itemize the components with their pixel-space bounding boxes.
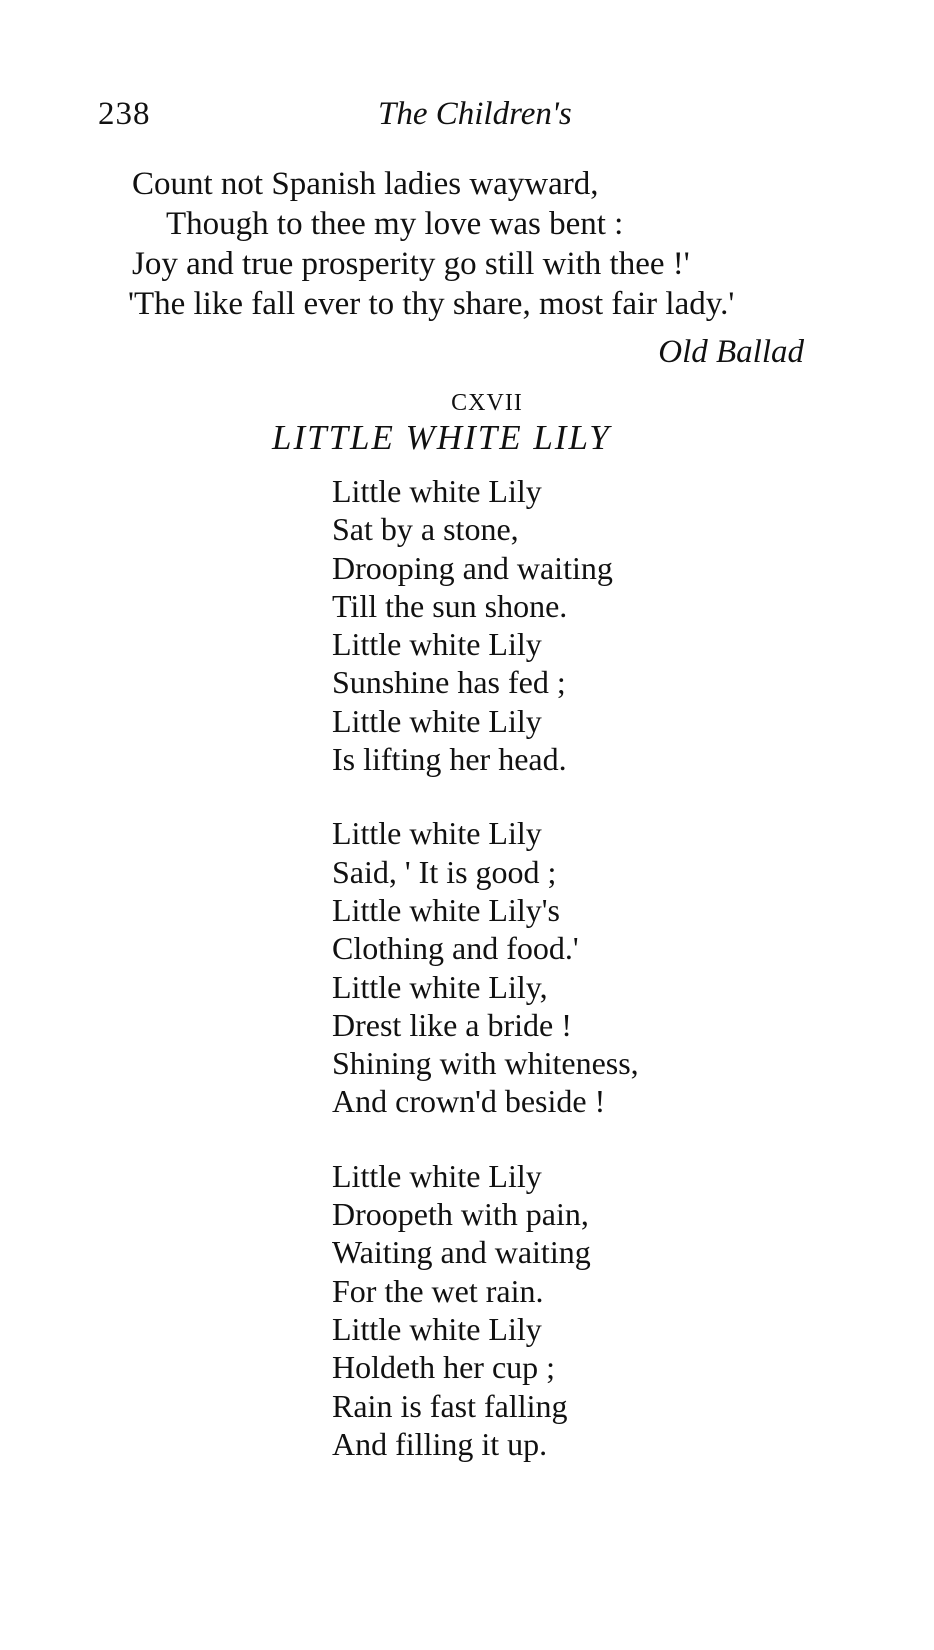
- poem-number: [0, 390, 934, 417]
- poem-line: Sat by a stone,: [332, 511, 519, 548]
- poem-attribution: Old Ballad: [658, 334, 804, 370]
- poem-line: Little white Lily: [332, 815, 542, 852]
- poem-line: Little white Lily: [332, 1310, 542, 1347]
- poem-line: 'The like fall ever to thy share, most fair lady.': [128, 286, 735, 322]
- stanza: [332, 814, 852, 1120]
- poem-line: Said, ' It is good ;: [332, 853, 557, 890]
- poem-line: Drest like a bride !: [332, 1006, 572, 1043]
- poem-line: Holdeth her cup ;: [332, 1349, 556, 1386]
- poem-line: Little white Lily: [332, 1157, 542, 1194]
- poem-number-text: CXVII: [451, 390, 523, 416]
- previous-poem-ending: [128, 164, 852, 324]
- poem-line: Waiting and waiting: [332, 1234, 591, 1271]
- poem-line: For the wet rain.: [332, 1272, 544, 1309]
- poem-line: Rain is fast falling: [332, 1387, 568, 1424]
- poem-body: [332, 472, 852, 1463]
- poem-line: Till the sun shone.: [332, 587, 568, 624]
- poem-line: Little white Lily's: [332, 891, 560, 928]
- poem-line: Count not Spanish ladies wayward,: [132, 166, 599, 202]
- stanza: [332, 472, 852, 778]
- poem-line: Sunshine has fed ;: [332, 664, 566, 701]
- running-head: [98, 96, 858, 144]
- poem-line: Little white Lily: [332, 702, 542, 739]
- running-title: The Children's: [378, 96, 572, 132]
- poem-line: Little white Lily: [332, 473, 542, 509]
- poem-line: Joy and true prosperity go still with thee !': [132, 246, 690, 282]
- poem-line: Though to thee my love was bent :: [166, 206, 624, 242]
- poem-line: Is lifting her head.: [332, 741, 567, 778]
- poem-line: And crown'd beside !: [332, 1083, 606, 1120]
- poem-line: And filling it up.: [332, 1425, 548, 1462]
- poem-line: Clothing and food.': [332, 930, 579, 967]
- page-number: 238: [98, 96, 151, 132]
- poem-line: Little white Lily: [332, 626, 542, 663]
- poem-line: Droopeth with pain,: [332, 1196, 589, 1233]
- poem-title: LITTLE WHITE LILY: [272, 418, 611, 457]
- poem-line: Drooping and waiting: [332, 549, 613, 586]
- poem-line: Shining with whiteness,: [332, 1045, 639, 1082]
- stanza: [332, 1157, 852, 1463]
- poem-line: Little white Lily,: [332, 968, 548, 1005]
